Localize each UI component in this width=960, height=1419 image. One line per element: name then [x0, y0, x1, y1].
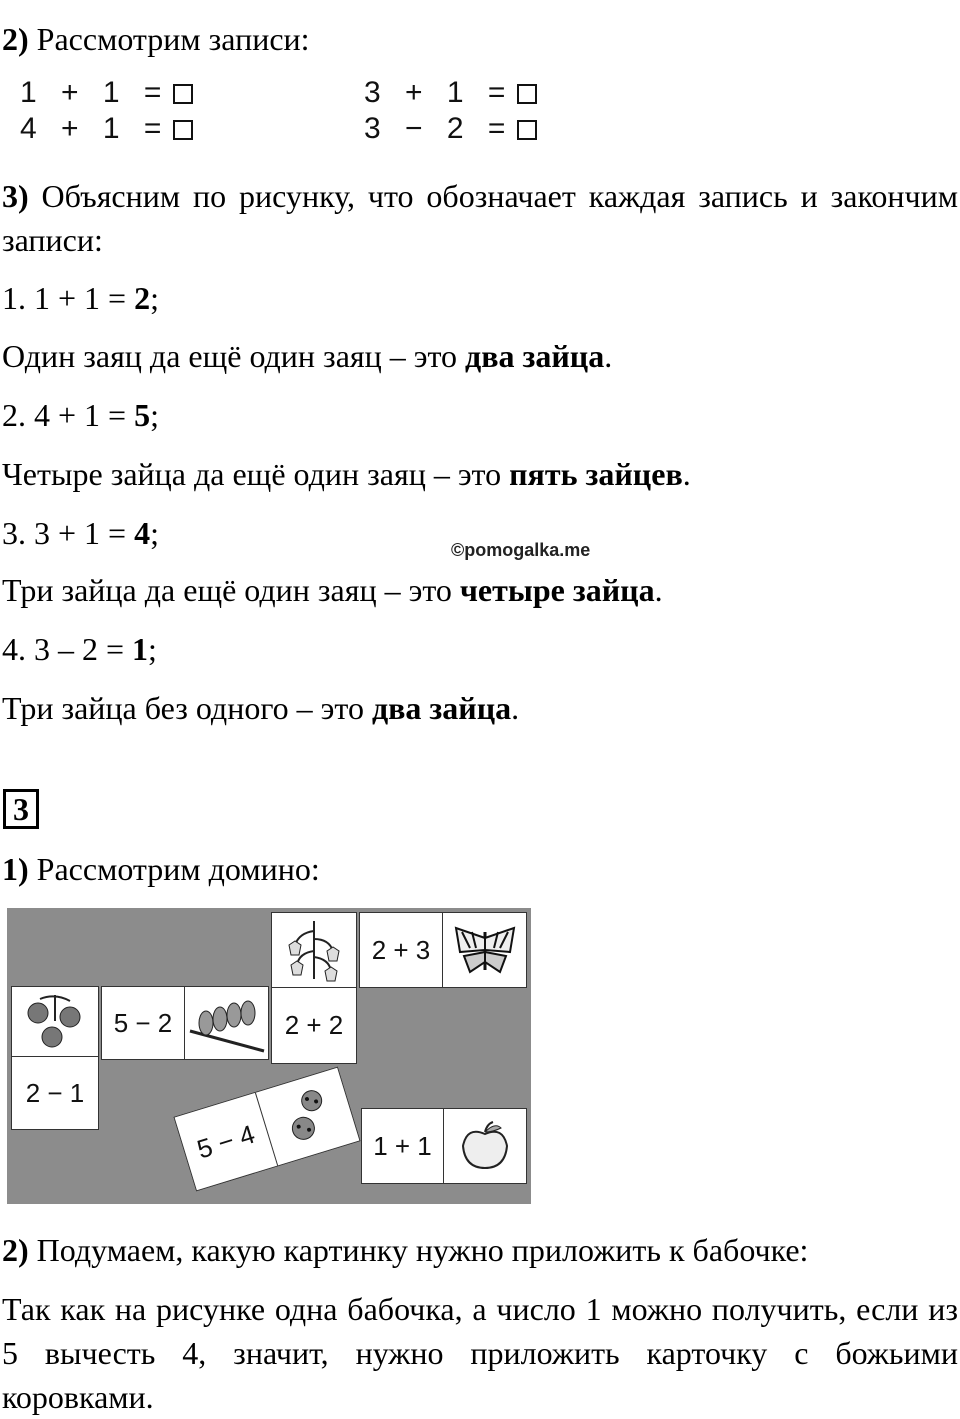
item-4-sentence: Три зайца без одного – это два зайца. [2, 690, 520, 726]
domino-ladybugs [173, 1067, 360, 1192]
domino-butterfly [359, 912, 527, 988]
empty-box-icon [517, 120, 537, 140]
birds-icon [185, 987, 268, 1059]
item-4-equation: 4. 3 – 2 = 1; [2, 631, 157, 667]
item-1-sentence: Один заяц да ещё один заяц – это два зайца. [2, 338, 613, 374]
equation-2: 4 + 1 = [20, 112, 193, 146]
domino-c4-label: 2 − 1 [25, 1077, 85, 1108]
conclusion-paragraph: Так как на рисунке одна бабочка, а число 1 можно получить, если из 5 вычесть 4, значит, нужно приложить карточку с божьими коровками. [2, 1291, 958, 1415]
empty-box-icon [517, 84, 537, 104]
butterfly-icon [443, 913, 526, 987]
part-2-heading: 2) Подумаем, какую картинку нужно приложить к бабочке: [2, 1232, 809, 1268]
domino-c6-label: 1 + 1 [362, 1109, 444, 1183]
item-3-sentence: Три зайца да ещё один заяц – это четыре зайца. [2, 572, 663, 608]
part-1-heading: 1) Рассмотрим домино: [2, 851, 320, 887]
item-1-equation: 1. 1 + 1 = 2; [2, 280, 159, 316]
domino-bells [271, 912, 357, 1064]
item-3-equation: 3. 3 + 1 = 4; [2, 515, 159, 551]
domino-strawberries [11, 986, 99, 1130]
strawberries-icon [12, 987, 98, 1057]
domino-c3-label: 2 + 2 [284, 1010, 344, 1040]
equation-1: 1 + 1 = [20, 76, 193, 110]
task-number-box: 3 [3, 789, 39, 829]
empty-box-icon [173, 120, 193, 140]
item-2-equation: 2. 4 + 1 = 5; [2, 397, 159, 433]
section-3-number: 3) [2, 178, 29, 214]
equation-4: 3 − 2 = [364, 112, 537, 146]
bells-icon [272, 913, 356, 988]
section-2-text: Рассмотрим записи: [28, 21, 310, 57]
section-2-number: 2) [2, 21, 29, 57]
domino-c1-label: 2 + 3 [360, 913, 443, 987]
equation-3: 3 + 1 = [364, 76, 537, 110]
domino-illustration [7, 908, 531, 1204]
domino-apple [361, 1108, 527, 1184]
domino-c5-label: 5 − 4 [175, 1093, 279, 1191]
domino-c2-label: 5 − 2 [102, 987, 185, 1059]
section-2-heading [2, 20, 310, 58]
apple-icon [444, 1109, 526, 1183]
empty-box-icon [173, 84, 193, 104]
watermark: ©pomogalka.me [451, 540, 591, 560]
section-3-paragraph [2, 174, 958, 262]
equations-image [10, 72, 556, 152]
item-2-sentence: Четыре зайца да ещё один заяц – это пять зайцев. [2, 456, 691, 492]
section-3-text: Объясним по рисунку, что обозначает каждая запись и закончим записи: [2, 178, 958, 258]
domino-birds [101, 986, 269, 1060]
